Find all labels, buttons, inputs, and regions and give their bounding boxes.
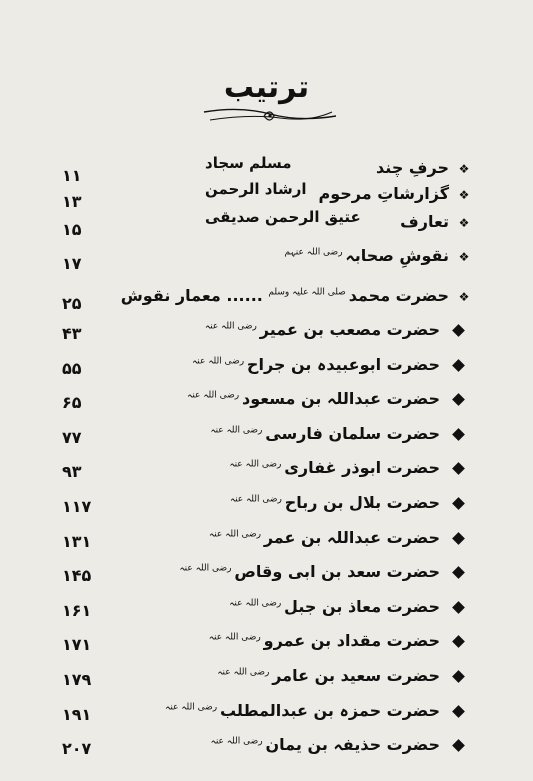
page-number: ۵۵ [62, 358, 82, 378]
toc-entry-title: گزارشاتِ مرحوم [318, 184, 449, 203]
page-number: ۲۰۷ [62, 739, 92, 759]
honorific-mark: رضی اللہ عنہ [208, 529, 264, 540]
page-number: ۱۵ [62, 220, 82, 239]
chapter-title: حضرت عبداللہ بن عمر [263, 527, 440, 547]
diamond-bullet-icon [452, 739, 465, 752]
honorific-mark: رضی اللہ عنہ [229, 460, 285, 471]
page-number: ۱۷ [62, 254, 82, 273]
chapter-title: حضرت سلمان فارسی [265, 423, 440, 443]
honorific-mark: رضی اللہ عنہم [284, 247, 346, 258]
diamond-bullet-icon [452, 497, 465, 510]
toc-entry-title: نقوشِ صحابہ [345, 246, 449, 265]
diamond-bullet-icon [452, 324, 465, 337]
chapter-entry[interactable] [192, 355, 463, 374]
honorific-mark: رضی اللہ عنہ [191, 356, 247, 367]
page-number: ۹۳ [62, 462, 82, 482]
star-bullet-icon: ❖ [458, 188, 470, 202]
diamond-bullet-icon [452, 532, 465, 545]
diamond-bullet-icon [452, 636, 465, 649]
honorific-mark: رضی اللہ عنہ [165, 702, 220, 713]
chapter-title: حضرت عبداللہ بن مسعود [241, 389, 440, 409]
diamond-bullet-icon [452, 601, 465, 614]
chapter-title: حضرت حمزہ بن عبدالمطلب [219, 700, 440, 720]
toc-entry-title: حرفِ چند [376, 158, 449, 177]
page-number: ۱۳ [62, 192, 82, 211]
chapter-title: حضرت بلال بن رباح [284, 493, 440, 512]
diamond-bullet-icon [452, 670, 465, 683]
page-number: ۱۱۷ [62, 497, 92, 516]
honorific-mark: رضی اللہ عنہ [229, 598, 285, 609]
chapter-title: حضرت مصعب بن عمیر [259, 320, 440, 339]
page-title: ترتیب [223, 70, 310, 105]
page-number: ۷۷ [62, 427, 82, 447]
page-number: ۱۷۹ [62, 670, 92, 689]
page-number: ۲۵ [62, 294, 82, 313]
toc-entry-author: عتیق الرحمن صدیقی [205, 208, 361, 226]
honorific-mark: رضی اللہ عنہ [210, 736, 266, 747]
star-bullet-icon: ❖ [458, 216, 470, 230]
chapter-entry[interactable] [187, 389, 463, 408]
page-number: ۶۵ [62, 393, 82, 413]
chapter-entry[interactable] [209, 528, 463, 547]
diamond-bullet-icon [452, 566, 465, 579]
chapter-entry[interactable] [165, 701, 463, 720]
honorific-mark: رضی اللہ عنہ [229, 494, 285, 505]
toc-entry-title: حضرت محمد [348, 286, 449, 305]
chapter-entry[interactable] [229, 597, 463, 616]
toc-entry[interactable] [284, 246, 473, 265]
page-number: ۱۳۱ [62, 531, 92, 551]
honorific-mark: رضی اللہ عنہ [217, 667, 273, 678]
honorific-mark: رضی اللہ عنہ [204, 321, 260, 332]
honorific-mark: رضی اللہ عنہ [187, 390, 242, 401]
toc-entry-suffix: ...... معمار نقوش [120, 286, 269, 305]
chapter-entry[interactable] [229, 458, 463, 477]
diamond-bullet-icon [452, 428, 465, 441]
chapter-entry[interactable] [210, 424, 463, 443]
chapter-entry[interactable] [230, 493, 463, 512]
page-number: ۱۴۵ [62, 566, 92, 586]
chapter-title: حضرت ابوذر غفاری [284, 458, 440, 478]
honorific-mark: صلی اللہ علیہ وسلم [268, 287, 349, 298]
diamond-bullet-icon [452, 359, 465, 372]
ornament-flourish [200, 104, 340, 130]
honorific-mark: رضی اللہ عنہ [208, 633, 264, 644]
honorific-mark: رضی اللہ عنہ [179, 563, 235, 574]
chapter-entry[interactable] [211, 735, 463, 754]
page-number: ۴۳ [62, 324, 82, 343]
chapter-entry[interactable] [179, 562, 463, 581]
chapter-title: حضرت معاذ بن جبل [284, 596, 440, 616]
chapter-title: حضرت سعید بن عامر [272, 666, 440, 685]
chapter-entry[interactable] [205, 320, 463, 339]
chapter-title: حضرت حذیفہ بن یمان [265, 735, 440, 755]
star-bullet-icon: ❖ [458, 290, 470, 304]
page-number: ۱۷۱ [62, 635, 92, 655]
chapter-entry[interactable] [209, 631, 463, 650]
star-bullet-icon: ❖ [458, 250, 470, 264]
chapter-title: حضرت مقداد بن عمرو [263, 631, 440, 651]
page-number: ۱۶۱ [62, 600, 92, 620]
page-number: ۱۱ [62, 166, 82, 185]
toc-entry-title: تعارف [400, 212, 449, 231]
chapter-entry[interactable] [217, 666, 463, 685]
diamond-bullet-icon [452, 463, 465, 476]
chapter-title: حضرت سعد بن ابی وقاص [234, 562, 440, 582]
honorific-mark: رضی اللہ عنہ [210, 425, 266, 436]
diamond-bullet-icon [452, 705, 465, 718]
toc-entry[interactable] [319, 184, 474, 203]
page-number: ۱۹۱ [62, 704, 92, 724]
toc-entry-author: مسلم سجاد [205, 154, 292, 172]
chapter-title: حضرت ابوعبیدہ بن جراح [246, 354, 440, 374]
toc-entry[interactable] [121, 286, 473, 305]
star-bullet-icon: ❖ [458, 162, 470, 176]
toc-entry[interactable] [376, 158, 473, 177]
toc-entry-author: ارشاد الرحمن [205, 180, 307, 198]
toc-entry[interactable] [400, 212, 473, 231]
diamond-bullet-icon [452, 393, 465, 406]
